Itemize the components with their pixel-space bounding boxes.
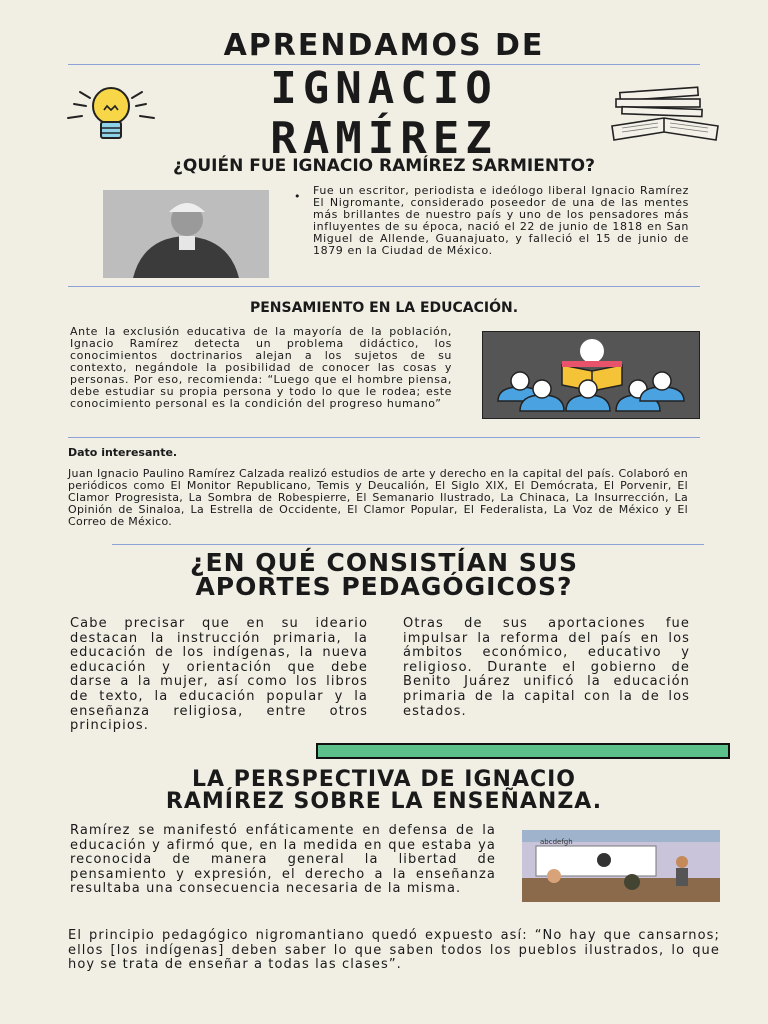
contributions-left-text: Cabe precisar que en su ideario destacan la instrucción primaria, la educación de los indígenas, la nueva educación y orientación que debe darse a la mujer, así como los libros de texto, la educación popular y la enseñanza religiosa, entre otros principios. [70, 616, 368, 734]
fact-heading: Dato interesante. [68, 446, 178, 459]
divider [68, 286, 700, 287]
page-title-line1: APRENDAMOS DE [223, 28, 545, 63]
board-text: abcdefgh [540, 838, 573, 846]
perspective-heading-line2: RAMÍREZ SOBRE LA ENSEÑANZA. [165, 789, 603, 814]
books-icon [608, 86, 724, 146]
perspective-text: Ramírez se manifestó enfáticamente en defensa de la educación y afirmó que, en la medida en que estaba ya reconocida de manera general la libertad de pensamiento y expresión, el derecho a la enseñanza resultaba una consecuencia necesaria de la misma. [70, 823, 496, 897]
page-title-line3: RAMÍREZ [270, 113, 498, 164]
bio-text: Fue un escritor, periodista e ideólogo liberal Ignacio Ramírez El Nigromante, considerado poseedor de una de las mentes más brillantes de nuestro país y uno de los pensadores más influyentes de su época, nació el 22 de junio de 1818 en San Miguel de Allende, Guanajuato, y falleció el 15 de junio de 1879 en la Ciudad de México. [313, 184, 689, 257]
contributions-right-text: Otras de sus aportaciones fue impulsar la reforma del país en los ámbitos económico, educativo y religioso. Durante el gobierno de Benito Juárez unificó la educación primaria de la capital con la de los estados. [403, 616, 690, 719]
perspective-quote: El principio pedagógico nigromantiano quedó expuesto así: “No hay que cansarnos; ellos [los indígenas] deben saber lo que saben todos los pueblos ilustrados, lo que hoy se trata de enseñar a todas las clases”. [68, 928, 720, 973]
contributions-heading-line1: ¿EN QUÉ CONSISTÍAN SUS [189, 548, 578, 577]
classroom-icon [482, 331, 700, 419]
page-title-line2: IGNACIO [270, 63, 498, 114]
bullet: • [294, 190, 301, 203]
divider [112, 544, 704, 545]
green-bar [316, 743, 730, 759]
divider [68, 437, 700, 438]
fact-text: Juan Ignacio Paulino Ramírez Calzada realizó estudios de arte y derecho en la capital del país. Colaboró en periódicos como El Monitor Republicano, Temis y Deucalión, El Siglo XIX, El Demócrata, El Porvenir, El Clamor Progresista, La Sombra de Robespierre, El Semanario Ilustrado, La Chinaca, La Insurrección, La Opinión de Sinaloa, La Estrella de Occidente, El Clamor Popular, El Federalista, La Voz de México y El Correo de México. [68, 467, 688, 528]
perspective-heading-line1: LA PERSPECTIVA DE IGNACIO [191, 767, 576, 792]
classroom-photo [522, 830, 720, 902]
education-heading: PENSAMIENTO EN LA EDUCACIÓN. [249, 300, 519, 316]
lightbulb-icon [66, 84, 156, 144]
education-text: Ante la exclusión educativa de la mayoría de la población, Ignacio Ramírez detecta un problema didáctico, los conocimientos doctrinarios alejan a los sujetos de su contexto, negándole la posibilidad de conocer las cosas y personas. Por eso, recomienda: “Luego que el hombre piensa, debe estudiar su propia persona y todo lo que le rodea; este conocimiento personal es la condición del progreso humano” [70, 325, 452, 410]
contributions-heading-line2: APORTES PEDAGÓGICOS? [195, 572, 573, 601]
bio-heading: ¿QUIÉN FUE IGNACIO RAMÍREZ SARMIENTO? [173, 156, 595, 176]
portrait-photo [103, 190, 269, 278]
